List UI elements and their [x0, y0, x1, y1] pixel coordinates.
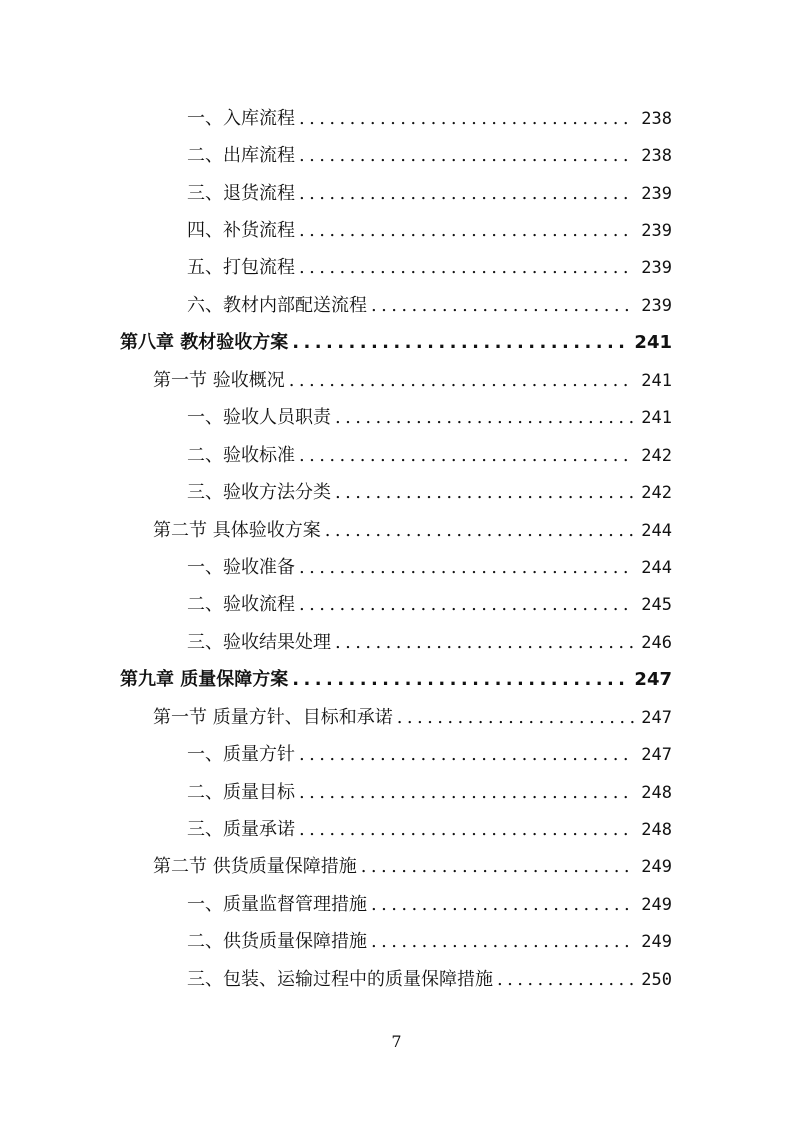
toc-section-entry[interactable] — [0, 849, 793, 886]
toc-entry-title: 第二节 具体验收方案 — [153, 519, 321, 541]
toc-dot-leader — [335, 631, 634, 655]
toc-entry-title: 二、质量目标 — [187, 781, 295, 803]
toc-dot-leader — [335, 406, 634, 430]
toc-entry-page: 247 — [641, 707, 672, 728]
toc-entry-page: 249 — [641, 932, 672, 953]
toc-dot-leader — [299, 182, 634, 206]
toc-dot-leader — [299, 593, 634, 617]
toc-entry-title: 三、验收结果处理 — [187, 631, 331, 653]
toc-dot-leader — [299, 818, 634, 842]
toc-subsection-entry[interactable] — [0, 175, 793, 212]
toc-dot-leader — [292, 668, 628, 692]
toc-subsection-entry[interactable] — [0, 624, 793, 661]
toc-subsection-entry[interactable] — [0, 811, 793, 848]
toc-entry-page: 238 — [641, 146, 672, 167]
toc-dot-leader — [299, 107, 634, 131]
toc-dot-leader — [325, 519, 634, 543]
toc-entry-title: 第二节 供货质量保障措施 — [153, 856, 357, 878]
toc-dot-leader — [371, 893, 634, 917]
toc-chapter-entry[interactable] — [0, 325, 793, 362]
toc-entry-page: 239 — [641, 183, 672, 204]
toc-dot-leader — [299, 256, 634, 280]
toc-entry-page: 248 — [641, 820, 672, 841]
toc-entry-page: 247 — [641, 745, 672, 766]
toc-dot-leader — [299, 781, 634, 805]
toc-entry-page: 245 — [641, 595, 672, 616]
toc-entry-title: 三、包装、运输过程中的质量保障措施 — [187, 968, 493, 990]
toc-subsection-entry[interactable] — [0, 736, 793, 773]
toc-subsection-entry[interactable] — [0, 549, 793, 586]
toc-subsection-entry[interactable] — [0, 886, 793, 923]
toc-entry-page: 239 — [641, 295, 672, 316]
toc-subsection-entry[interactable] — [0, 212, 793, 249]
toc-chapter-entry[interactable] — [0, 662, 793, 699]
toc-entry-title: 五、打包流程 — [187, 257, 295, 279]
toc-subsection-entry[interactable] — [0, 100, 793, 137]
toc-dot-leader — [299, 444, 634, 468]
toc-entry-title: 六、教材内部配送流程 — [187, 294, 367, 316]
toc-entry-page: 246 — [641, 632, 672, 653]
toc-dot-leader — [289, 369, 634, 393]
toc-dot-leader — [299, 556, 634, 580]
toc-subsection-entry[interactable] — [0, 137, 793, 174]
toc-entry-title: 二、出库流程 — [187, 145, 295, 167]
toc-subsection-entry[interactable] — [0, 400, 793, 437]
toc-dot-leader — [335, 481, 634, 505]
toc-entry-page: 244 — [641, 557, 672, 578]
toc-dot-leader — [299, 743, 634, 767]
toc-entry-page: 242 — [641, 483, 672, 504]
page-number: 7 — [391, 1032, 402, 1051]
toc-entry-page: 249 — [641, 894, 672, 915]
toc-entry-title: 第九章 质量保障方案 — [120, 669, 289, 691]
toc-entry-page: 238 — [641, 108, 672, 129]
toc-entry-page: 247 — [634, 669, 672, 691]
toc-entry-title: 第八章 教材验收方案 — [120, 332, 289, 354]
toc-subsection-entry[interactable] — [0, 437, 793, 474]
toc-entry-title: 第一节 质量方针、目标和承诺 — [153, 706, 393, 728]
toc-dot-leader — [497, 968, 634, 992]
toc-dot-leader — [371, 930, 634, 954]
toc-subsection-entry[interactable] — [0, 474, 793, 511]
toc-entry-page: 241 — [641, 370, 672, 391]
toc-entry-title: 四、补货流程 — [187, 220, 295, 242]
toc-entry-title: 二、验收流程 — [187, 594, 295, 616]
toc-dot-leader — [299, 219, 634, 243]
toc-dot-leader — [361, 855, 634, 879]
toc-entry-page: 242 — [641, 445, 672, 466]
toc-section-entry[interactable] — [0, 512, 793, 549]
toc-dot-leader — [397, 706, 634, 730]
toc-entry-page: 248 — [641, 782, 672, 803]
toc-subsection-entry[interactable] — [0, 250, 793, 287]
table-of-contents — [0, 100, 793, 999]
toc-entry-title: 一、验收人员职责 — [187, 407, 331, 429]
toc-entry-page: 239 — [641, 221, 672, 242]
toc-subsection-entry[interactable] — [0, 774, 793, 811]
toc-subsection-entry[interactable] — [0, 587, 793, 624]
toc-dot-leader — [371, 294, 634, 318]
toc-entry-page: 241 — [641, 408, 672, 429]
toc-entry-title: 二、验收标准 — [187, 444, 295, 466]
toc-section-entry[interactable] — [0, 699, 793, 736]
toc-entry-page: 241 — [634, 332, 672, 354]
toc-entry-page: 249 — [641, 857, 672, 878]
toc-entry-page: 239 — [641, 258, 672, 279]
toc-entry-title: 三、质量承诺 — [187, 819, 295, 841]
toc-entry-title: 三、退货流程 — [187, 182, 295, 204]
toc-subsection-entry[interactable] — [0, 961, 793, 998]
toc-subsection-entry[interactable] — [0, 287, 793, 324]
toc-entry-title: 一、质量方针 — [187, 744, 295, 766]
toc-entry-title: 三、验收方法分类 — [187, 482, 331, 504]
toc-dot-leader — [292, 331, 628, 355]
toc-entry-title: 第一节 验收概况 — [153, 369, 285, 391]
toc-entry-title: 一、验收准备 — [187, 556, 295, 578]
toc-section-entry[interactable] — [0, 362, 793, 399]
toc-entry-title: 一、入库流程 — [187, 107, 295, 129]
toc-entry-title: 二、供货质量保障措施 — [187, 931, 367, 953]
toc-entry-page: 244 — [641, 520, 672, 541]
toc-dot-leader — [299, 144, 634, 168]
toc-entry-page: 250 — [641, 969, 672, 990]
toc-subsection-entry[interactable] — [0, 924, 793, 961]
toc-entry-title: 一、质量监督管理措施 — [187, 893, 367, 915]
